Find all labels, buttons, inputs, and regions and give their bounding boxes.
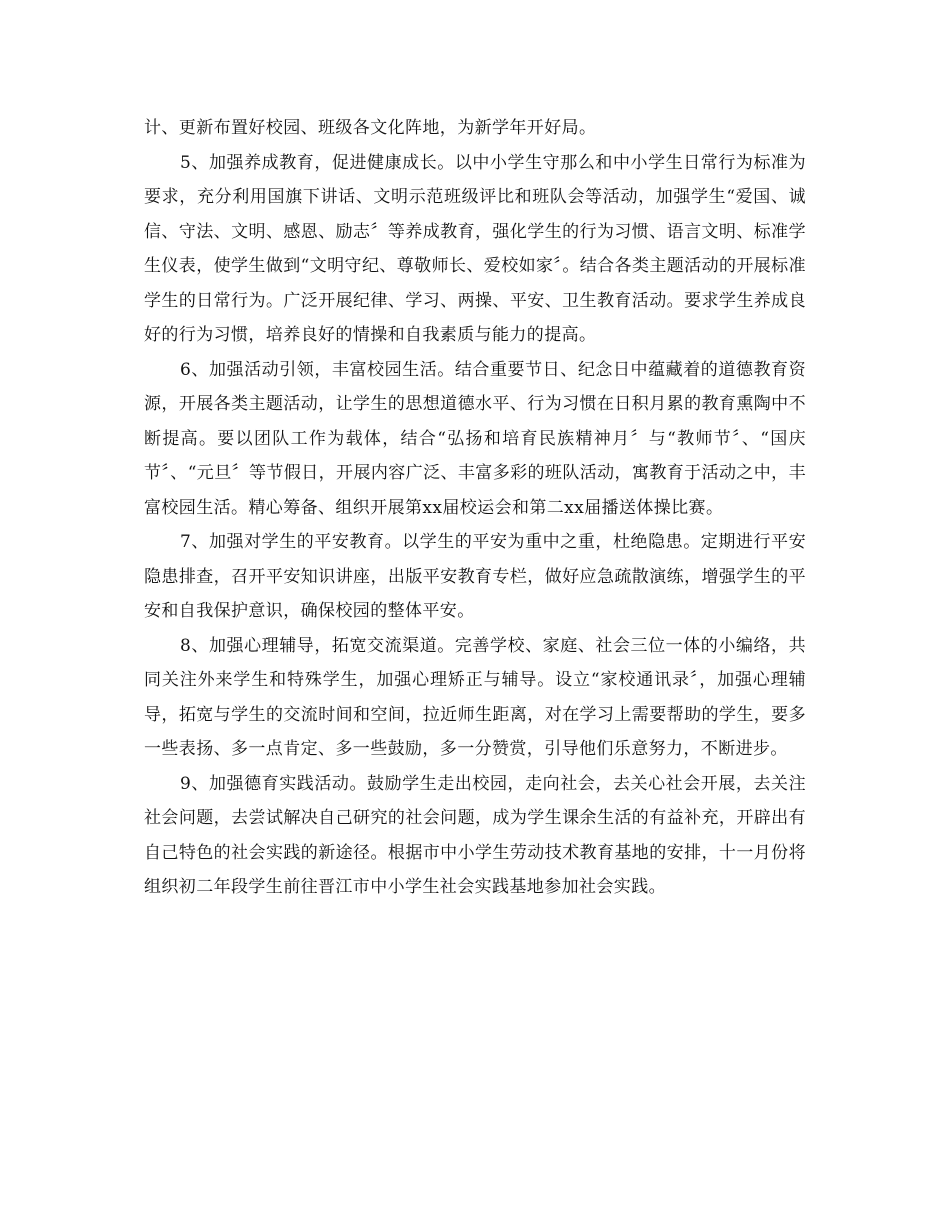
- paragraph-item-8: 8、加强心理辅导，拓宽交流渠道。完善学校、家庭、社会三位一体的小编络，共同关注外来学生和特殊学生，加强心理矫正与辅导。设立“家校通讯录〞，加强心理辅导，拓宽与学生的交流时间和空间，拉近师生距离，对在学习上需要帮助的学生，要多一些表扬、多一点肯定、多一些鼓励，多一分赞赏，引导他们乐意努力，不断进步。: [144, 635, 806, 759]
- paragraph-item-5: 5、加强养成教育，促进健康成长。以中小学生守那么和中小学生日常行为标准为要求，充分利用国旗下讲话、文明示范班级评比和班队会等活动，加强学生“爱国、诚信、守法、文明、感恩、励志〞等养成教育，强化学生的行为习惯、语言文明、标准学生仪表，使学生做到“文明守纪、尊敬师长、爱校如家〞。结合各类主题活动的开展标准学生的日常行为。广泛开展纪律、学习、两操、平安、卫生教育活动。要求学生养成良好的行为习惯，培养良好的情操和自我素质与能力的提高。: [144, 152, 806, 345]
- document-body: [144, 111, 806, 905]
- paragraph-item-9: 9、加强德育实践活动。鼓励学生走出校园，走向社会，去关心社会开展，去关注社会问题，去尝试解决自己研究的社会问题，成为学生课余生活的有益补充，开辟出有自己特色的社会实践的新途径。根据市中小学生劳动技术教育基地的安排，十一月份将组织初二年段学生前往晋江市中小学生社会实践基地参加社会实践。: [144, 773, 806, 897]
- paragraph-item-7: 7、加强对学生的平安教育。以学生的平安为重中之重，杜绝隐患。定期进行平安隐患排查，召开平安知识讲座，出版平安教育专栏，做好应急疏散演练，增强学生的平安和自我保护意识，确保校园的整体平安。: [144, 532, 806, 621]
- paragraph-continuation: 计、更新布置好校园、班级各文化阵地，为新学年开好局。: [144, 118, 597, 138]
- paragraph-item-6: 6、加强活动引领，丰富校园生活。结合重要节日、纪念日中蕴藏着的道德教育资源，开展各类主题活动，让学生的思想道德水平、行为习惯在日积月累的教育熏陶中不断提高。要以团队工作为载体，结合“弘扬和培育民族精神月〞与“教师节〞、“国庆节〞、“元旦〞等节假日，开展内容广泛、丰富多彩的班队活动，寓教育于活动之中，丰富校园生活。精心筹备、组织开展第xx届校运会和第二xx届播送体操比赛。: [144, 359, 806, 518]
